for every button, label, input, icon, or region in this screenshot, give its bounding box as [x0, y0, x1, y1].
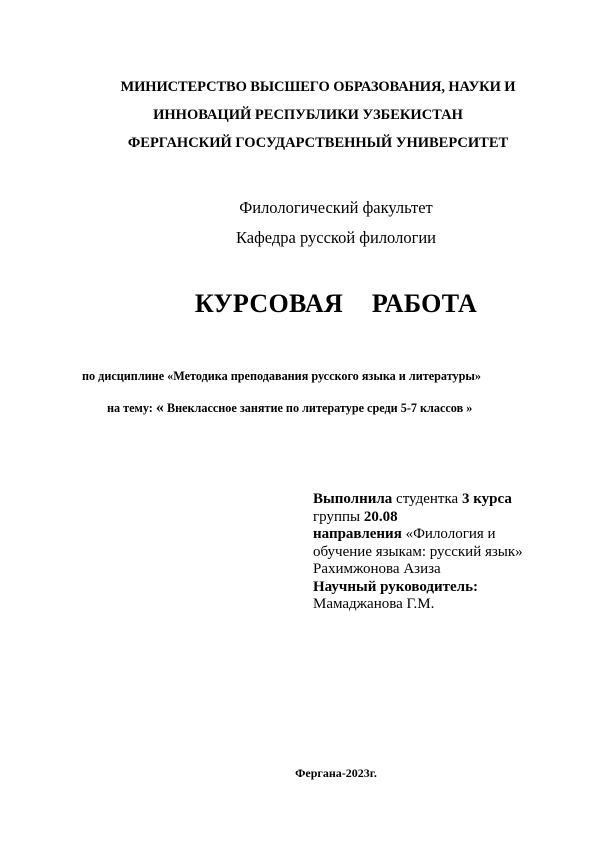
- author-block: [313, 491, 523, 614]
- done-label: Выполнила: [313, 491, 393, 507]
- supervisor-name: Мамаджанова Г.М.: [313, 596, 435, 612]
- direction-name-1: «Филология и: [401, 526, 496, 542]
- author-course-line: [313, 491, 523, 509]
- direction-line-2: обучение языкам: русский язык»: [313, 543, 523, 560]
- direction-line: [313, 526, 523, 544]
- group-number: 20.08: [363, 508, 398, 525]
- group-label: группы: [313, 508, 364, 525]
- course: 3 курса: [461, 491, 512, 507]
- direction-label: направления: [313, 526, 402, 542]
- university-name: ФЕРГАНСКИЙ ГОСУДАРСТВЕННЫЙ УНИВЕРСИТЕТ: [127, 135, 509, 151]
- supervisor-label: Научный руководитель:: [313, 578, 478, 595]
- city-year: Фергана-2023г.: [295, 766, 377, 780]
- group-line: [313, 509, 523, 527]
- department-name: Кафедра русской филологии: [235, 228, 436, 247]
- topic-open-quote: «: [155, 399, 164, 416]
- topic-name: Внеклассное занятие по литературе среди 5-7 классов »: [163, 401, 473, 415]
- topic-line: [107, 399, 472, 417]
- author-name: Рахимжонова Азиза: [313, 561, 441, 577]
- ministry-line-2: ИННОВАЦИЙ РЕСПУБЛИКИ УЗБЕКИСТАН: [153, 107, 463, 123]
- faculty-name: Филологический факультет: [239, 198, 433, 217]
- discipline-line: [82, 369, 481, 384]
- document-title: КУРСОВАЯ РАБОТА: [194, 289, 478, 318]
- ministry-line-1: МИНИСТЕРСТВО ВЫСШЕГО ОБРАЗОВАНИЯ, НАУКИ И: [120, 79, 516, 95]
- discipline-name: «Методика преподавания русского языка и литературы»: [167, 369, 481, 383]
- student-word: студентка: [392, 491, 462, 507]
- discipline-prefix: по дисциплине: [82, 369, 168, 383]
- topic-prefix: на тему:: [107, 401, 156, 415]
